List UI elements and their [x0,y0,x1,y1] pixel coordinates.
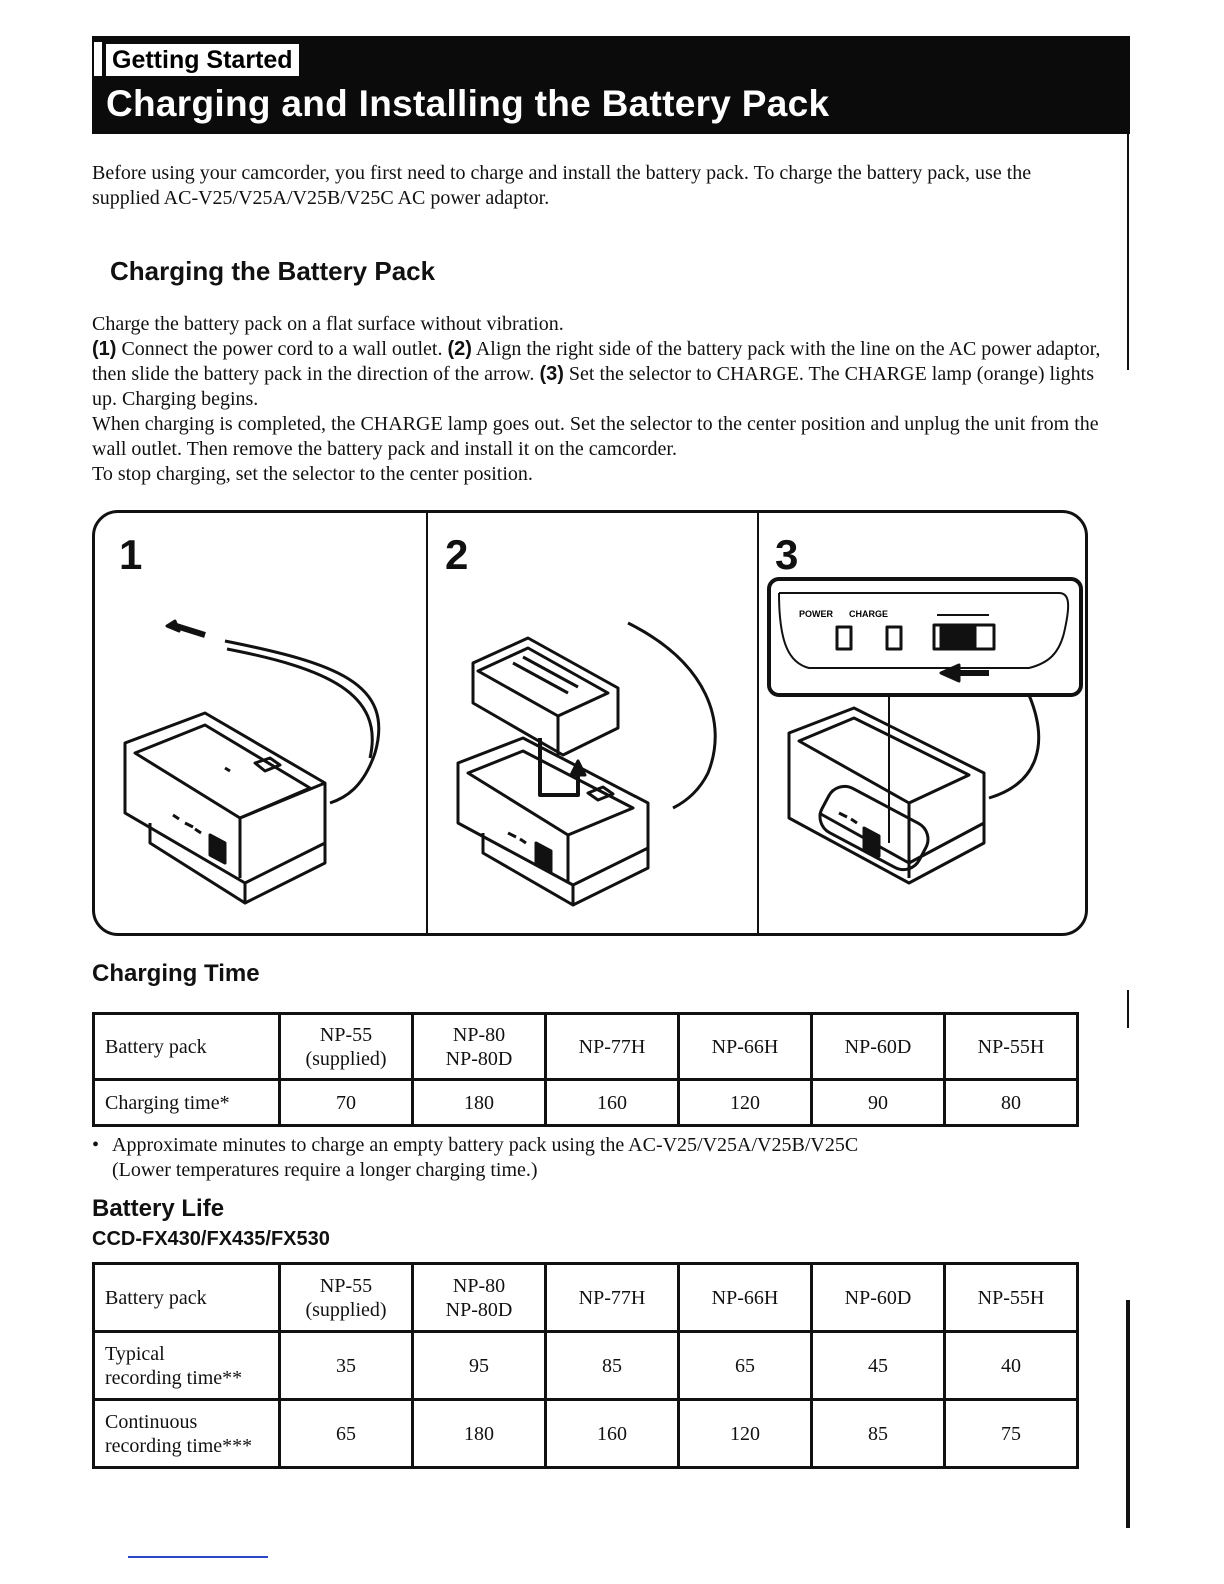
table-cell: 85 [546,1332,679,1400]
panel-number: 1 [119,531,143,578]
completion-text: When charging is completed, the CHARGE lamp goes out. Set the selector to the center position and unplug the unit from the wall outlet. Then remove the battery pack and install it on the camcorder. [92,413,1099,460]
table-cell: 45 [812,1332,945,1400]
table-cell: 65 [280,1400,413,1468]
table-cell: 90 [812,1080,945,1126]
table-header-row [94,1014,1078,1080]
margin-rule [1127,990,1129,1028]
stop-text: To stop charging, set the selector to the center position. [92,463,533,485]
section-heading-charging-time: Charging Time [92,960,260,987]
footnote-line: (Lower temperatures require a longer charging time.) [112,1159,538,1181]
table-header-cell: NP-55 (supplied) [280,1264,413,1332]
table-cell: 120 [679,1080,812,1126]
table-row [94,1332,1078,1400]
table-cell: 180 [413,1080,546,1126]
step-number: (1) [92,338,117,360]
table-row [94,1080,1078,1126]
step-text: Connect the power cord to a wall outlet. [121,338,443,360]
battery-insert-illustration [428,513,757,933]
tag-bar [94,42,102,76]
intro-paragraph: Before using your camcorder, you first need to charge and install the battery pack. To charge the battery pack, use the supplied AC-V25/V25A/V25B/V25C AC power adaptor. [92,162,1032,209]
row-label: Continuous recording time*** [94,1400,280,1468]
table-cell: 35 [280,1332,413,1400]
instruction-line: Charge the battery pack on a flat surface without vibration. [92,313,564,335]
panel-number: 3 [775,531,799,578]
table-row [94,1400,1078,1468]
section-tag: Getting Started [106,44,299,76]
table-header-cell: NP-77H [546,1014,679,1080]
table-cell: 120 [679,1400,812,1468]
model-heading: CCD-FX430/FX435/FX530 [92,1228,330,1250]
table-header-label: Battery pack [94,1014,280,1080]
table-header-cell: NP-55H [945,1264,1078,1332]
table-header-label: Battery pack [94,1264,280,1332]
charging-time-footnote [92,1133,1092,1183]
table-header-cell: NP-60D [812,1014,945,1080]
table-header-cell: NP-80 NP-80D [413,1014,546,1080]
table-header-cell: NP-55H [945,1014,1078,1080]
table-header-cell: NP-60D [812,1264,945,1332]
step-text: Set the selector to CHARGE. The CHARGE lamp (orange) lights up. Charging begins. [92,363,1094,410]
table-header-cell: NP-55 (supplied) [280,1014,413,1080]
table-cell: 80 [945,1080,1078,1126]
table-cell: 70 [280,1080,413,1126]
row-label: Typical recording time** [94,1332,280,1400]
margin-rule [1126,1300,1130,1528]
footnote-line: Approximate minutes to charge an empty battery pack using the AC-V25/V25A/V25B/V25C [112,1134,859,1156]
table-cell: 40 [945,1332,1078,1400]
footer-rule [128,1556,268,1558]
section-heading-battery-life: Battery Life [92,1195,225,1222]
table-cell: 160 [546,1080,679,1126]
page-title: Charging and Installing the Battery Pack [106,83,830,124]
charging-illustration [92,510,1088,936]
table-cell: 180 [413,1400,546,1468]
page-header [92,36,1130,134]
power-label: POWER [799,609,834,619]
table-header-cell: NP-80 NP-80D [413,1264,546,1332]
battery-life-table [92,1262,1079,1469]
step-text: Align the right side of the battery pack with the line on the AC power adaptor, then slide the battery pack in the direction of the arrow. [92,338,1101,385]
step-number: (2) [447,338,472,360]
table-cell: 75 [945,1400,1078,1468]
selector-charge-illustration [759,513,1088,933]
charging-time-table [92,1012,1079,1127]
panel-number: 2 [445,531,469,578]
instruction-steps [92,337,1102,412]
step-number: (3) [539,363,564,385]
table-header-cell: NP-77H [546,1264,679,1332]
table-cell: 95 [413,1332,546,1400]
margin-rule [1127,134,1129,370]
section-heading-charging: Charging the Battery Pack [110,256,436,286]
row-label: Charging time* [94,1080,280,1126]
table-cell: 160 [546,1400,679,1468]
charge-label: CHARGE [849,609,889,619]
footnote-bullet: • [92,1134,100,1156]
table-cell: 65 [679,1332,812,1400]
table-header-cell: NP-66H [679,1264,812,1332]
adaptor-with-cord-illustration [95,513,426,933]
table-cell: 85 [812,1400,945,1468]
table-header-row [94,1264,1078,1332]
charging-instructions [92,312,1102,487]
table-header-cell: NP-66H [679,1014,812,1080]
